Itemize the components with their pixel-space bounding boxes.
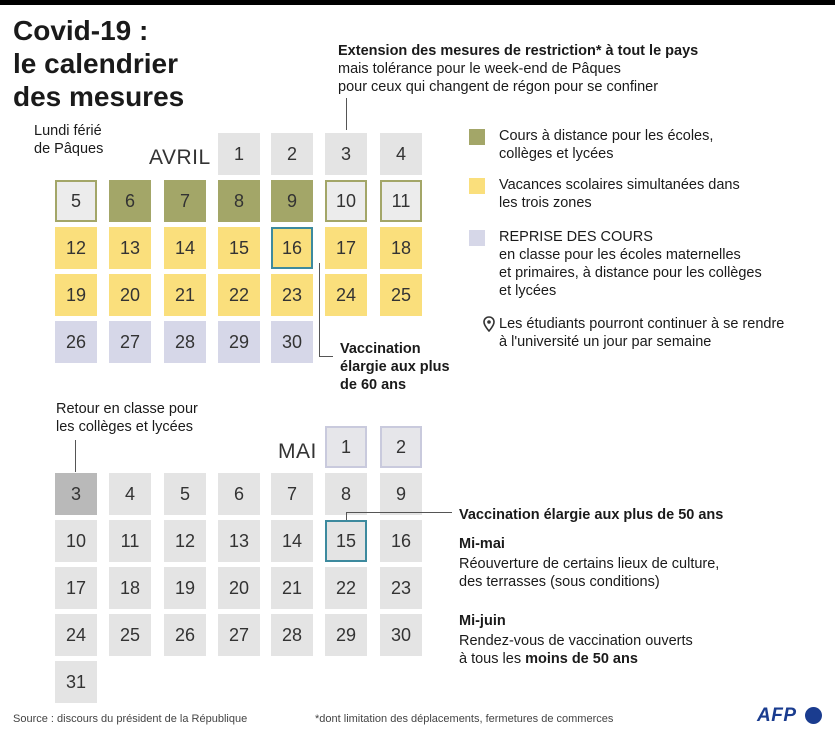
april-day-19: 19 (55, 274, 97, 316)
april-day-9: 9 (271, 180, 313, 222)
title-line-1: Covid-19 : (13, 15, 149, 46)
vacc60-line-2: élargie aux plus (340, 359, 450, 375)
legend-reprise-line-2: en classe pour les écoles maternelles (499, 247, 741, 263)
may-day-5: 5 (164, 473, 206, 515)
april-day-22: 22 (218, 274, 260, 316)
may-day-22: 22 (325, 567, 367, 609)
legend-cours-line-1: Cours à distance pour les écoles, (499, 128, 714, 144)
april-day-10: 10 (325, 180, 367, 222)
legend-reprise-line-3: et primaires, à distance pour les collèges (499, 265, 762, 281)
legend-etudiants-line-2: à l'université un jour par semaine (499, 334, 712, 350)
may-day-11: 11 (109, 520, 151, 562)
footnote: *dont limitation des déplacements, fermetures de commerces (315, 713, 614, 725)
april-day-29: 29 (218, 321, 260, 363)
may-day-2: 2 (380, 426, 422, 468)
may-day-21: 21 (271, 567, 313, 609)
extension-leader-line (346, 98, 347, 130)
may-day-25: 25 (109, 614, 151, 656)
april-day-23: 23 (271, 274, 313, 316)
mimai-line-2: des terrasses (sous conditions) (459, 574, 660, 590)
april-day-18: 18 (380, 227, 422, 269)
may-day-16: 16 (380, 520, 422, 562)
may-day-18: 18 (109, 567, 151, 609)
may-day-3: 3 (55, 473, 97, 515)
mijuin-line-2-regular: à tous les (459, 651, 526, 667)
may-day-24: 24 (55, 614, 97, 656)
april-day-26: 26 (55, 321, 97, 363)
legend-swatch-cours (469, 129, 485, 145)
may-day-4: 4 (109, 473, 151, 515)
april-day-2: 2 (271, 133, 313, 175)
april-day-11: 11 (380, 180, 422, 222)
april-day-24: 24 (325, 274, 367, 316)
mimai-line-1: Réouverture de certains lieux de culture, (459, 556, 720, 572)
legend-reprise-line-4: et lycées (499, 283, 557, 299)
retour-line-1: Retour en classe pour (56, 401, 198, 417)
april-day-4: 4 (380, 133, 422, 175)
april-day-6: 6 (109, 180, 151, 222)
legend-vacances-line-2: les trois zones (499, 195, 592, 211)
title-line-2: le calendrier (13, 48, 178, 79)
april-day-17: 17 (325, 227, 367, 269)
april-day-7: 7 (164, 180, 206, 222)
retour-leader-line (75, 440, 76, 472)
april-day-15: 15 (218, 227, 260, 269)
may-day-1: 1 (325, 426, 367, 468)
mijuin-line-2 (459, 650, 638, 668)
may-day-15: 15 (325, 520, 367, 562)
legend-reprise-line-1: REPRISE DES COURS (499, 229, 653, 245)
may-day-29: 29 (325, 614, 367, 656)
vacc60-leader-vertical (319, 263, 320, 357)
extension-title: Extension des mesures de restriction* à tout le pays (338, 43, 699, 59)
april-day-20: 20 (109, 274, 151, 316)
location-pin-icon (483, 316, 495, 332)
legend-etudiants-line-1: Les étudiants pourront continuer à se rendre (499, 316, 785, 332)
april-day-30: 30 (271, 321, 313, 363)
extension-line-3: pour ceux qui changent de régon pour se confiner (338, 79, 659, 95)
april-day-14: 14 (164, 227, 206, 269)
lundi-ferie-line-2: de Pâques (34, 141, 104, 157)
april-day-1: 1 (218, 133, 260, 175)
april-label: AVRIL (149, 146, 211, 169)
may-day-10: 10 (55, 520, 97, 562)
title-line-3: des mesures (13, 81, 185, 112)
page-title (13, 14, 184, 113)
april-day-21: 21 (164, 274, 206, 316)
may-day-12: 12 (164, 520, 206, 562)
legend-vacances-line-1: Vacances scolaires simultanées dans (499, 177, 740, 193)
may-day-8: 8 (325, 473, 367, 515)
mijuin-line-2-bold: moins de 50 ans (525, 651, 638, 667)
vacc60-leader-horizontal (319, 356, 333, 357)
legend-swatch-reprise (469, 230, 485, 246)
may-day-31: 31 (55, 661, 97, 703)
retour-line-2: les collèges et lycées (56, 419, 194, 435)
lundi-ferie-line-1: Lundi férié (34, 123, 102, 139)
legend-cours-line-2: collèges et lycées (499, 146, 614, 162)
may-day-14: 14 (271, 520, 313, 562)
may-label: MAI (278, 440, 317, 463)
afp-logo-dot (805, 707, 822, 724)
april-day-3: 3 (325, 133, 367, 175)
april-day-12: 12 (55, 227, 97, 269)
may-day-20: 20 (218, 567, 260, 609)
may-day-7: 7 (271, 473, 313, 515)
april-day-13: 13 (109, 227, 151, 269)
mijuin-title: Mi-juin (459, 613, 506, 629)
may-day-27: 27 (218, 614, 260, 656)
mimai-title: Mi-mai (459, 536, 505, 552)
may-day-17: 17 (55, 567, 97, 609)
vacc60-line-1: Vaccination (340, 341, 421, 357)
top-bar (0, 0, 835, 5)
april-day-16: 16 (271, 227, 313, 269)
may-day-28: 28 (271, 614, 313, 656)
may-day-19: 19 (164, 567, 206, 609)
extension-line-2: mais tolérance pour le week-end de Pâques (338, 61, 621, 77)
vacc50-leader-horizontal (346, 512, 452, 513)
may-day-13: 13 (218, 520, 260, 562)
april-day-5: 5 (55, 180, 97, 222)
may-day-23: 23 (380, 567, 422, 609)
may-day-6: 6 (218, 473, 260, 515)
may-day-9: 9 (380, 473, 422, 515)
vacc50-text: Vaccination élargie aux plus de 50 ans (459, 507, 724, 523)
april-day-8: 8 (218, 180, 260, 222)
april-day-25: 25 (380, 274, 422, 316)
may-day-30: 30 (380, 614, 422, 656)
may-day-26: 26 (164, 614, 206, 656)
april-day-28: 28 (164, 321, 206, 363)
vacc60-line-3: de 60 ans (340, 377, 407, 393)
mijuin-line-1: Rendez-vous de vaccination ouverts (459, 633, 693, 649)
april-day-27: 27 (109, 321, 151, 363)
vacc50-leader-vertical (346, 512, 347, 520)
source-note: Source : discours du président de la République (13, 713, 248, 725)
afp-logo: AFP (757, 705, 797, 726)
legend-swatch-vacances (469, 178, 485, 194)
